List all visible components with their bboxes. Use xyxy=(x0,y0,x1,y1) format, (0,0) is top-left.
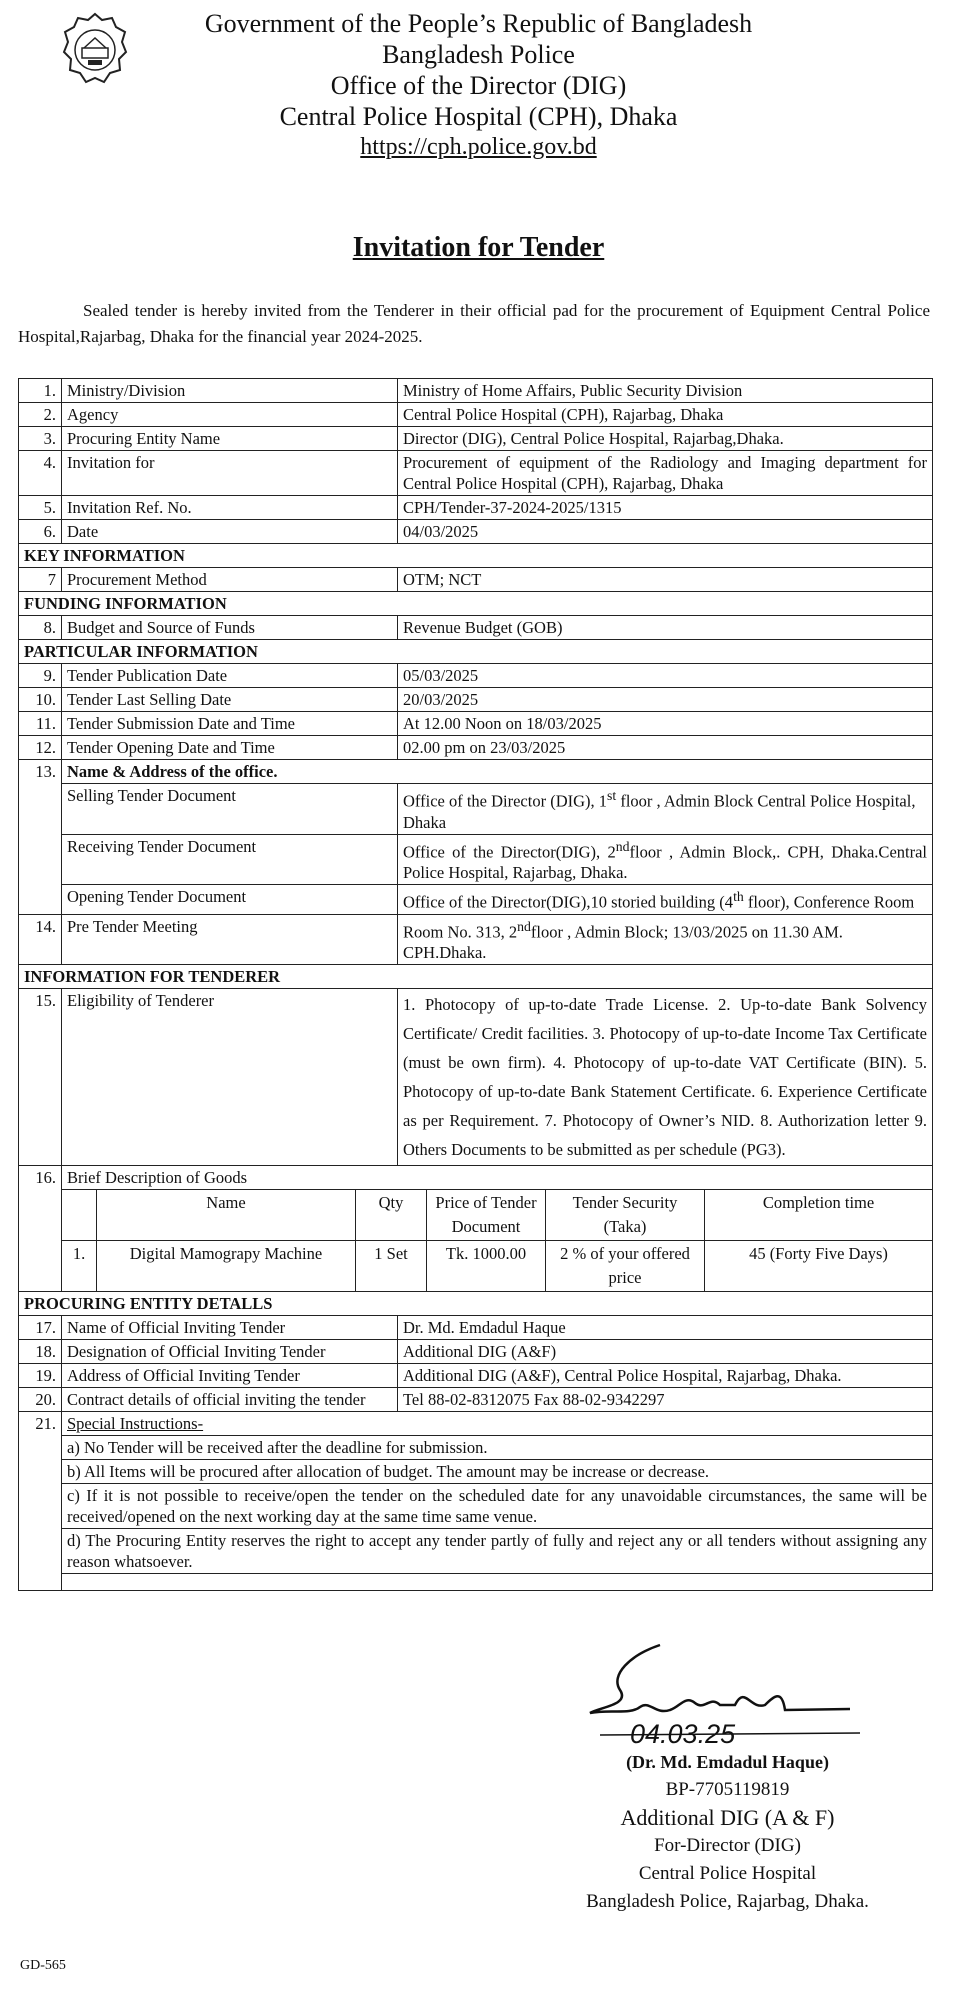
table-row xyxy=(19,1166,933,1292)
row-value: 1. Photocopy of up-to-date Trade License. 2. Up-to-date Bank Solvency Certificate/ Credit facilities. 3. Photocopy of up-to-date Income Tax Certificate (must be own firm). 4. Photocopy of up-to-date VAT Certificate (BIN). 5. Photocopy of up-to-date Bank Statement Certificate. 6. Experience Certificate as per Requirement. 7. Photocopy of Owner’s NID. 8. Authorization letter 9. Others Documents to be submitted as per schedule (PG3). xyxy=(398,989,933,1166)
row-value: 05/03/2025 xyxy=(398,664,933,688)
office-line: Office of the Director (DIG) xyxy=(330,71,627,100)
ordinal-suffix: nd xyxy=(615,838,630,854)
table-row xyxy=(19,403,933,427)
row-number: 7 xyxy=(19,568,62,592)
row-label: Tender Opening Date and Time xyxy=(62,736,398,760)
goods-security: 2 % of your offered price xyxy=(546,1241,705,1292)
goods-sl: 1. xyxy=(62,1241,97,1292)
row-label: Date xyxy=(62,520,398,544)
value-text: floor , Admin Block; 13/03/2025 on 11.30 AM. CPH.Dhaka. xyxy=(403,922,843,962)
row-value: At 12.00 Noon on 18/03/2025 xyxy=(398,712,933,736)
row-number: 1. xyxy=(19,379,62,403)
signatory-for: For-Director (DIG) xyxy=(654,1835,801,1856)
table-row xyxy=(19,834,933,885)
instruction-text: a) No Tender will be received after the deadline for submission. xyxy=(62,1436,933,1460)
row-number: 16. xyxy=(19,1166,62,1292)
table-row xyxy=(19,520,933,544)
table-row xyxy=(19,1388,933,1412)
goods-completion: 45 (Forty Five Days) xyxy=(705,1241,933,1292)
row-label: Special Instructions- xyxy=(62,1412,933,1436)
table-row xyxy=(19,427,933,451)
ordinal-suffix: st xyxy=(607,788,617,803)
instruction-row xyxy=(19,1436,933,1460)
table-row xyxy=(19,616,933,640)
row-label: Receiving Tender Document xyxy=(62,834,398,885)
price-header: Price of Tender Document xyxy=(427,1190,546,1241)
row-value: 02.00 pm on 23/03/2025 xyxy=(398,736,933,760)
row-value: CPH/Tender-37-2024-2025/1315 xyxy=(398,496,933,520)
section-row xyxy=(19,640,933,664)
row-label: Budget and Source of Funds xyxy=(62,616,398,640)
row-value: 04/03/2025 xyxy=(398,520,933,544)
spacer-row xyxy=(19,1574,933,1591)
table-row xyxy=(19,784,933,835)
row-label: Tender Submission Date and Time xyxy=(62,712,398,736)
section-heading: PROCURING ENTITY DETALLS xyxy=(19,1292,933,1316)
table-row xyxy=(19,379,933,403)
instruction-row xyxy=(19,1484,933,1529)
instruction-text: c) If it is not possible to receive/open the tender on the scheduled date for any unavoidable circumstances, the same will be received/opened on the next working day at the same time same venue. xyxy=(62,1484,933,1529)
row-label: Contract details of official inviting the tender xyxy=(62,1388,398,1412)
row-label: Procuring Entity Name xyxy=(62,427,398,451)
row-label: Eligibility of Tenderer xyxy=(62,989,398,1166)
table-row xyxy=(19,496,933,520)
intro-paragraph: Sealed tender is hereby invited from the Tenderer in their official pad for the procurement of Equipment Central Police Hospital,Rajarbag, Dhaka for the financial year 2024-2025. xyxy=(18,301,930,346)
instruction-text: d) The Procuring Entity reserves the right to accept any tender partly of fully and reject any or all tenders without assigning any reason whatsoever. xyxy=(62,1529,933,1574)
value-text: floor , Admin Block Central Police Hospital, Dhaka xyxy=(403,791,916,832)
value-text: Office of the Director(DIG),10 storied building (4 xyxy=(403,892,734,912)
row-value xyxy=(398,914,933,965)
row-label: Designation of Official Inviting Tender xyxy=(62,1340,398,1364)
row-value: OTM; NCT xyxy=(398,568,933,592)
row-number: 5. xyxy=(19,496,62,520)
row-label: Tender Last Selling Date xyxy=(62,688,398,712)
row-label: Agency xyxy=(62,403,398,427)
website-link[interactable]: https://cph.police.gov.bd xyxy=(360,134,597,160)
row-value: Procurement of equipment of the Radiology and Imaging department for Central Police Hospital (CPH), Rajarbag, Dhaka xyxy=(398,451,933,496)
row-value xyxy=(398,834,933,885)
section-heading: INFORMATION FOR TENDERER xyxy=(19,965,933,989)
value-text: Room No. 313, 2 xyxy=(403,922,518,941)
goods-cell xyxy=(62,1166,933,1292)
security-header: Tender Security (Taka) xyxy=(546,1190,705,1241)
signature-date: 04.03.25 xyxy=(630,1719,736,1749)
row-value: Ministry of Home Affairs, Public Security Division xyxy=(398,379,933,403)
value-text: Office of the Director (DIG), 1 xyxy=(403,791,608,811)
section-row xyxy=(19,965,933,989)
row-label: Name of Official Inviting Tender xyxy=(62,1316,398,1340)
row-label: Address of Official Inviting Tender xyxy=(62,1364,398,1388)
row-number: 17. xyxy=(19,1316,62,1340)
handwritten-signature xyxy=(560,1635,900,1765)
row-value xyxy=(398,885,933,915)
row-number: 6. xyxy=(19,520,62,544)
row-label: Opening Tender Document xyxy=(62,885,398,915)
table-row xyxy=(19,1412,933,1436)
row-number: 18. xyxy=(19,1340,62,1364)
table-row xyxy=(19,451,933,496)
row-label: Brief Description of Goods xyxy=(67,1168,248,1187)
instruction-text: b) All Items will be procured after allocation of budget. The amount may be increase or decrease. xyxy=(62,1460,933,1484)
row-label: Ministry/Division xyxy=(62,379,398,403)
row-value: Additional DIG (A&F), Central Police Hospital, Rajarbag, Dhaka. xyxy=(398,1364,933,1388)
police-line: Bangladesh Police xyxy=(382,40,575,69)
row-value: Tel 88-02-8312075 Fax 88-02-9342297 xyxy=(398,1388,933,1412)
row-label: Invitation Ref. No. xyxy=(62,496,398,520)
row-value: Revenue Budget (GOB) xyxy=(398,616,933,640)
section-heading: FUNDING INFORMATION xyxy=(19,592,933,616)
table-row xyxy=(19,688,933,712)
row-label: Invitation for xyxy=(62,451,398,496)
page-title: Invitation for Tender xyxy=(352,232,605,263)
signatory-designation: Additional DIG (A & F) xyxy=(620,1805,835,1830)
row-label: Selling Tender Document xyxy=(62,784,398,835)
instruction-row xyxy=(19,1529,933,1574)
table-row xyxy=(19,568,933,592)
row-value: Central Police Hospital (CPH), Rajarbag, Dhaka xyxy=(398,403,933,427)
signatory-hospital: Central Police Hospital xyxy=(638,1863,817,1884)
tender-table xyxy=(18,378,933,1591)
table-row xyxy=(19,736,933,760)
goods-header-row xyxy=(62,1190,932,1241)
section-row xyxy=(19,1292,933,1316)
sl-header xyxy=(62,1190,97,1241)
signatory-bp: BP-7705119819 xyxy=(665,1779,790,1800)
table-row xyxy=(19,760,933,784)
table-row xyxy=(19,885,933,915)
row-label: Procurement Method xyxy=(62,568,398,592)
value-text: floor), Conference Room xyxy=(743,892,915,912)
signatory-name: (Dr. Md. Emdadul Haque) xyxy=(626,1752,829,1772)
row-value: 20/03/2025 xyxy=(398,688,933,712)
ordinal-suffix: nd xyxy=(517,918,531,934)
letterhead xyxy=(0,8,957,163)
table-row xyxy=(19,1316,933,1340)
row-number: 13. xyxy=(19,760,62,915)
table-row xyxy=(19,712,933,736)
row-number: 12. xyxy=(19,736,62,760)
row-value: Dr. Md. Emdadul Haque xyxy=(398,1316,933,1340)
qty-header: Qty xyxy=(356,1190,427,1241)
table-row xyxy=(19,664,933,688)
row-label: Pre Tender Meeting xyxy=(62,914,398,965)
row-number: 14. xyxy=(19,914,62,965)
row-value: Director (DIG), Central Police Hospital, Rajarbag,Dhaka. xyxy=(398,427,933,451)
row-number: 10. xyxy=(19,688,62,712)
row-number: 9. xyxy=(19,664,62,688)
signatory-address: Bangladesh Police, Rajarbag, Dhaka. xyxy=(586,1891,869,1912)
section-heading: PARTICULAR INFORMATION xyxy=(19,640,933,664)
row-number: 4. xyxy=(19,451,62,496)
footer-code: GD-565 xyxy=(20,1958,66,1973)
row-label: Name & Address of the office. xyxy=(62,760,933,784)
section-heading: KEY INFORMATION xyxy=(19,544,933,568)
row-value xyxy=(398,784,933,835)
row-number: 19. xyxy=(19,1364,62,1388)
value-text: Office of the Director(DIG), 2 xyxy=(403,842,616,861)
row-number: 15. xyxy=(19,989,62,1166)
section-row xyxy=(19,592,933,616)
table-row xyxy=(19,1364,933,1388)
row-number: 11. xyxy=(19,712,62,736)
row-label: Tender Publication Date xyxy=(62,664,398,688)
govt-line: Government of the People’s Republic of Bangladesh xyxy=(204,9,753,38)
value-text: floor , Admin Block,. CPH, Dhaka.Central Police Hospital, Rajarbag, Dhaka. xyxy=(403,842,928,882)
ordinal-suffix: th xyxy=(733,889,744,904)
goods-table xyxy=(62,1189,932,1291)
goods-row xyxy=(62,1241,932,1292)
goods-qty: 1 Set xyxy=(356,1241,427,1292)
signatory-block xyxy=(555,1748,900,1916)
goods-name: Digital Mamograpy Machine xyxy=(97,1241,356,1292)
row-value: Additional DIG (A&F) xyxy=(398,1340,933,1364)
table-row xyxy=(19,1340,933,1364)
completion-header: Completion time xyxy=(705,1190,933,1241)
section-row xyxy=(19,544,933,568)
row-number: 2. xyxy=(19,403,62,427)
row-number: 20. xyxy=(19,1388,62,1412)
row-number: 8. xyxy=(19,616,62,640)
row-number: 3. xyxy=(19,427,62,451)
hospital-line: Central Police Hospital (CPH), Dhaka xyxy=(279,102,678,131)
instruction-row xyxy=(19,1460,933,1484)
table-row xyxy=(19,989,933,1166)
table-row xyxy=(19,914,933,965)
name-header: Name xyxy=(97,1190,356,1241)
goods-price: Tk. 1000.00 xyxy=(427,1241,546,1292)
spacer xyxy=(62,1574,933,1591)
row-number: 21. xyxy=(19,1412,62,1591)
